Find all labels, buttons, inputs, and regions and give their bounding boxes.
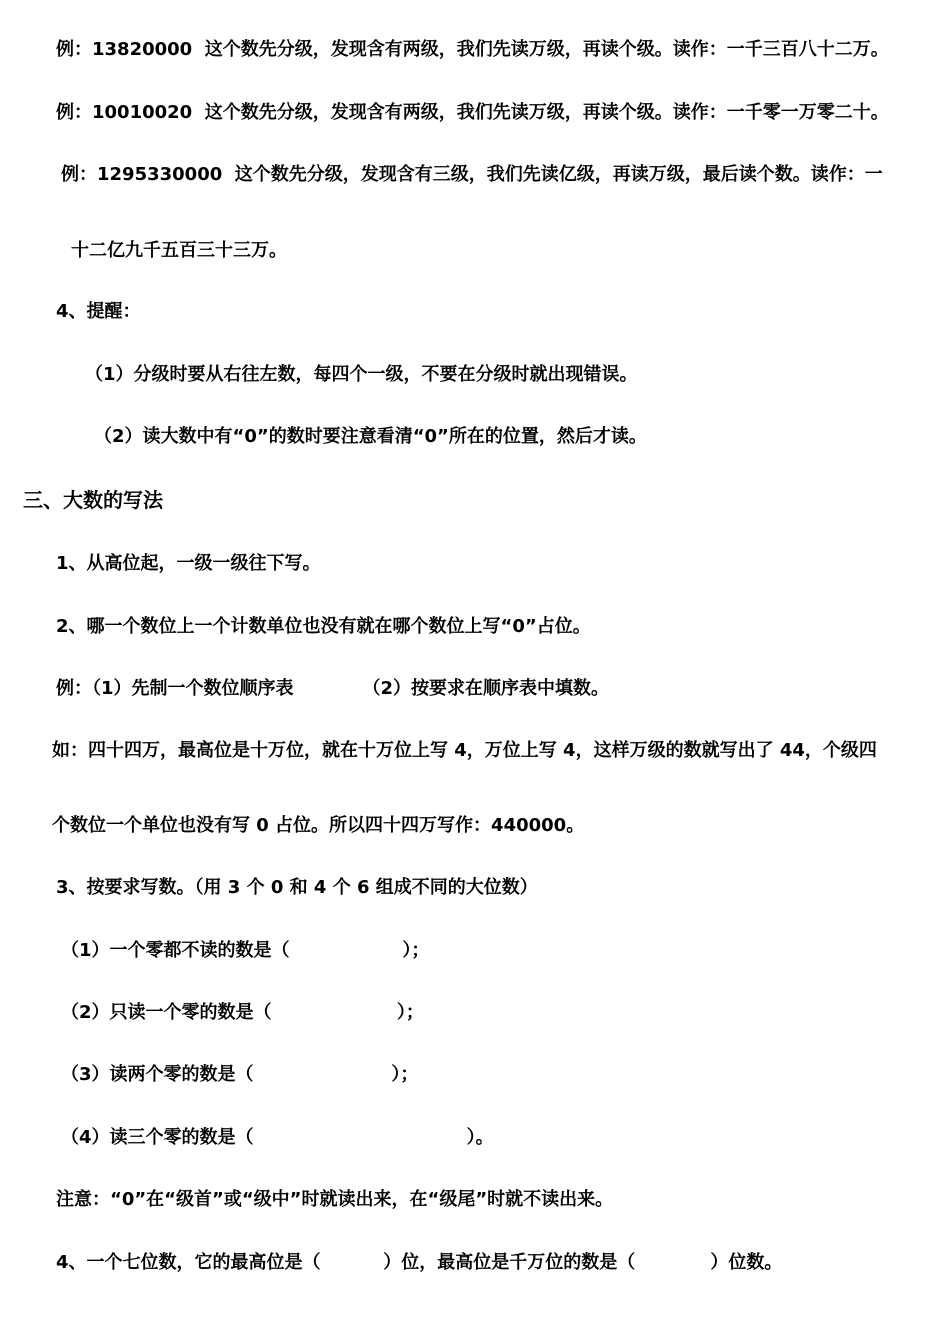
example-line-2: 例：10010020 这个数先分级，发现含有两级，我们先读万级，再读个级。读作：一千零一万零二十。 [56,102,889,123]
writing-example-detail: 如：四十四万，最高位是十万位，就在十万位上写 4，万位上写 4，这样万级的数就写出了 44，个级四 [52,740,877,761]
example-line-3: 例：1295330000 这个数先分级，发现含有三级，我们先读亿级，再读万级，最后读个数。读作：一 [61,164,883,185]
exercise-4: 4、一个七位数，它的最高位是（ ）位，最高位是千万位的数是（ ）位数。 [56,1252,783,1273]
exercise-3-item-3: （3）读两个零的数是（ ）； [61,1064,419,1085]
reminder-item-2: （2）读大数中有“0”的数时要注意看清“0”所在的位置，然后才读。 [94,426,647,447]
reminder-item-1: （1）分级时要从右往左数，每四个一级，不要在分级时就出现错误。 [85,364,638,385]
exercise-3-item-4: （4）读三个零的数是（ ）。 [61,1127,494,1148]
example-line-1: 例：13820000 这个数先分级，发现含有两级，我们先读万级，再读个级。读作：一千三百八十二万。 [56,39,889,60]
exercise-3-item-1: （1）一个零都不读的数是（ ）； [61,940,430,961]
section-heading-writing: 三、大数的写法 [23,488,163,512]
exercise-3-item-2: （2）只读一个零的数是（ ）； [61,1002,424,1023]
exercise-3-heading: 3、按要求写数。（用 3 个 0 和 4 个 6 组成不同的大位数） [56,877,538,898]
reminder-heading: 4、提醒： [56,301,141,322]
example-line-3-continued: 十二亿九千五百三十三万。 [71,240,287,261]
writing-rule-2: 2、哪一个数位上一个计数单位也没有就在哪个数位上写“0”占位。 [56,616,591,637]
writing-example: 例：（1）先制一个数位顺序表 （2）按要求在顺序表中填数。 [56,678,609,699]
writing-example-detail-continued: 个数位一个单位也没有写 0 占位。所以四十四万写作：440000。 [52,815,585,836]
note-line: 注意：“0”在“级首”或“级中”时就读出来，在“级尾”时就不读出来。 [56,1189,614,1210]
writing-rule-1: 1、从高位起，一级一级往下写。 [56,553,321,574]
